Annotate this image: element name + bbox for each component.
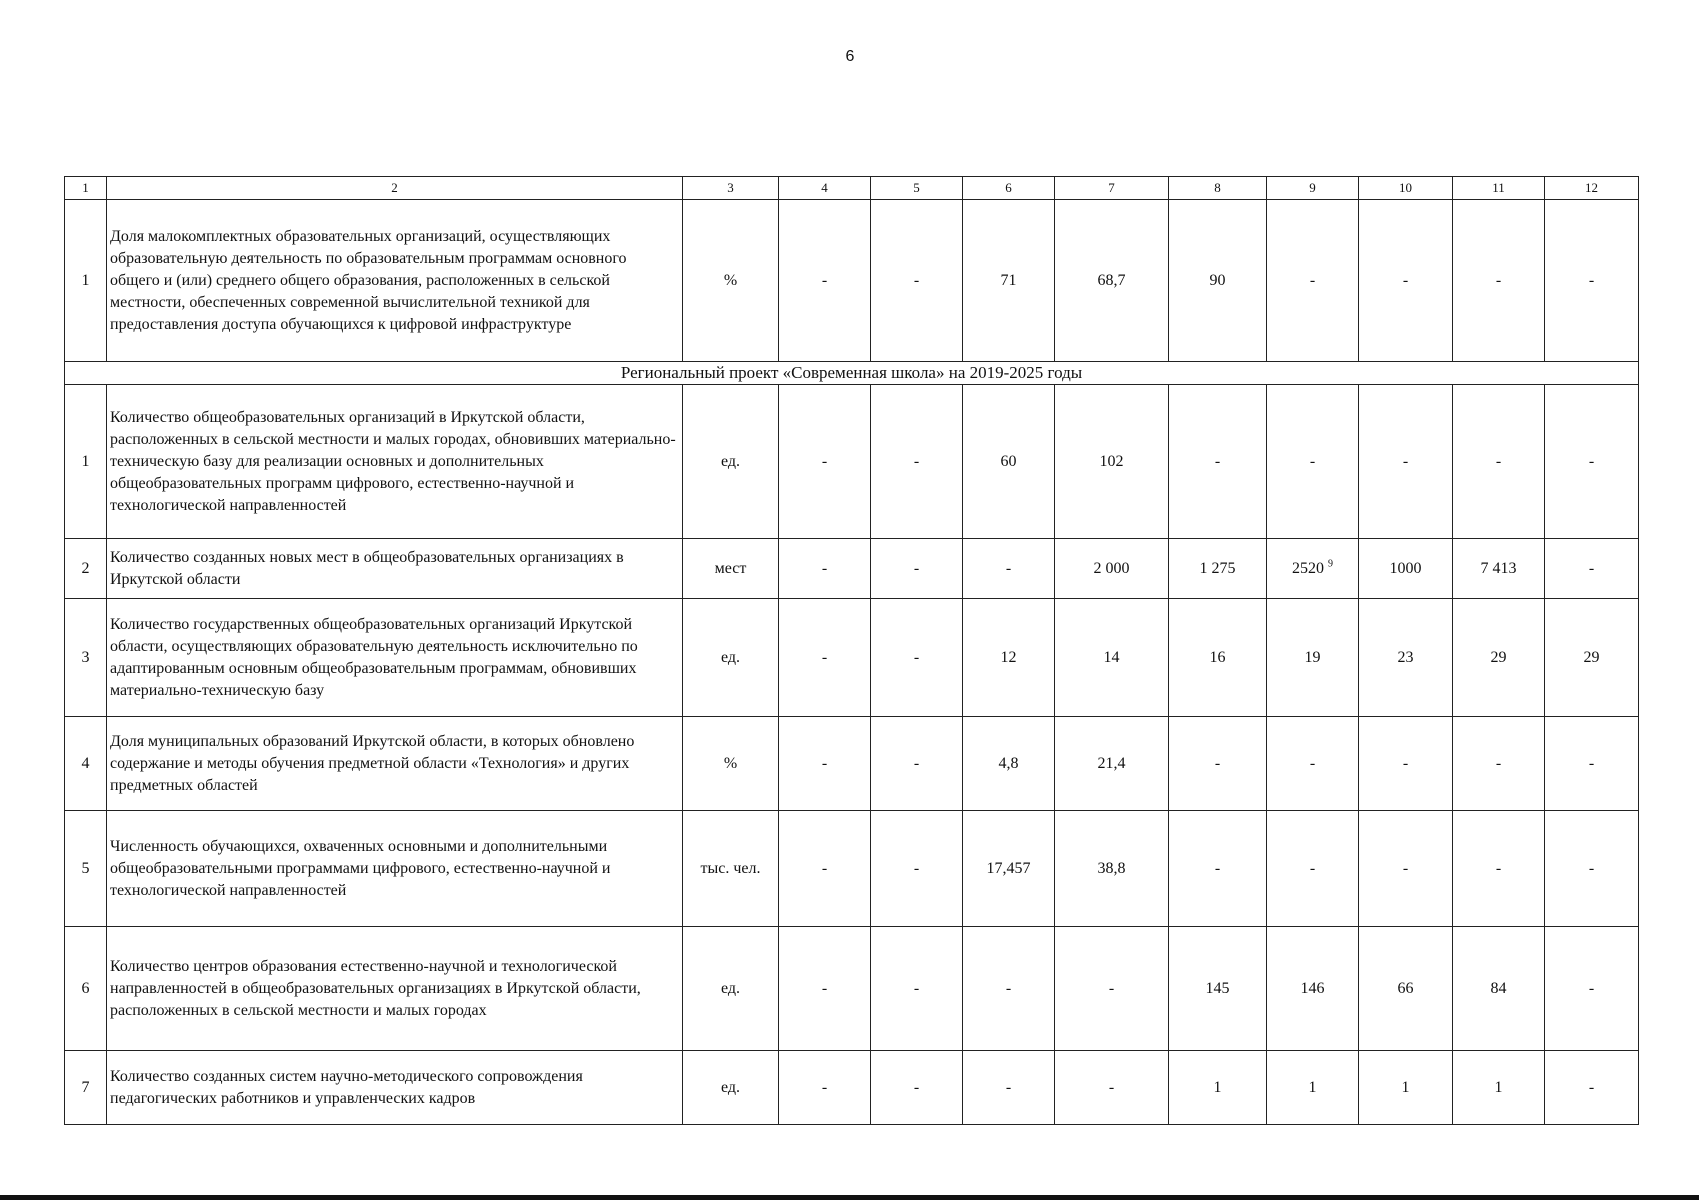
value-cell: [963, 811, 1055, 927]
value-cell: [779, 200, 871, 362]
value-cell: [1267, 385, 1359, 539]
column-number: 2: [107, 177, 683, 200]
value-cell: [871, 811, 963, 927]
column-number: 8: [1169, 177, 1267, 200]
value-text: -: [821, 559, 828, 577]
value-text: -: [913, 1078, 920, 1096]
table-row: [65, 717, 1639, 811]
value-text: 66: [1397, 979, 1414, 997]
value-cell: [1359, 717, 1453, 811]
value-text: 1: [1401, 1078, 1410, 1096]
column-number: 4: [779, 177, 871, 200]
page-number: 6: [845, 48, 855, 65]
unit-cell: ед.: [683, 599, 779, 717]
value-cell: [1453, 200, 1545, 362]
value-text: -: [1005, 559, 1012, 577]
value-text: 12: [1000, 648, 1017, 666]
value-text: -: [1588, 1078, 1595, 1096]
value-text: -: [1309, 452, 1316, 470]
unit-cell: %: [683, 200, 779, 362]
value-cell: [1453, 811, 1545, 927]
value-text: -: [913, 271, 920, 289]
table-row: [65, 811, 1639, 927]
value-text: -: [821, 452, 828, 470]
value-text: -: [821, 859, 828, 877]
value-text: -: [913, 452, 920, 470]
unit-cell: %: [683, 717, 779, 811]
value-cell: [1453, 385, 1545, 539]
indicator-name: Количество центров образования естественно-научной и технологической направленностей в общеобразовательных организациях в Иркутской области, расположенных в сельской местности и малых городах: [107, 927, 683, 1051]
unit-cell: мест: [683, 539, 779, 599]
value-cell: [1055, 1051, 1169, 1125]
value-cell: [1055, 811, 1169, 927]
value-cell: [963, 927, 1055, 1051]
value-text: 16: [1209, 648, 1226, 666]
value-cell: [1267, 927, 1359, 1051]
section-title: Региональный проект «Современная школа» на 2019-2025 годы: [65, 362, 1639, 385]
unit-cell: ед.: [683, 1051, 779, 1125]
value-text: 2 000: [1093, 559, 1130, 577]
value-text: 38,8: [1097, 859, 1126, 877]
value-text: 29: [1583, 648, 1600, 666]
value-cell: [1267, 599, 1359, 717]
value-cell: [1169, 1051, 1267, 1125]
value-cell: [1169, 717, 1267, 811]
value-cell: [1359, 385, 1453, 539]
value-text: -: [821, 648, 828, 666]
value-text: -: [821, 754, 828, 772]
value-text: -: [1402, 859, 1409, 877]
value-cell: [1359, 539, 1453, 599]
indicator-name: Доля малокомплектных образовательных организаций, осуществляющих образовательную деятельность по образовательным программам основного общего и (или) среднего общего образования, расположенных в сельской местности, обеспеченных современной вычислительной техникой для предоставления доступа обучающихся к цифровой инфраструктуре: [107, 200, 683, 362]
indicator-name: Количество созданных новых мест в общеобразовательных организациях в Иркутской области: [107, 539, 683, 599]
column-number: 5: [871, 177, 963, 200]
row-number: 5: [65, 811, 107, 927]
value-cell: [1453, 599, 1545, 717]
value-text: -: [1108, 1078, 1115, 1096]
value-cell: [963, 539, 1055, 599]
value-text: 4,8: [998, 754, 1019, 772]
value-cell: [1055, 539, 1169, 599]
column-number: 12: [1545, 177, 1639, 200]
value-cell: [779, 717, 871, 811]
value-text: 1: [1213, 1078, 1222, 1096]
value-text: -: [1588, 859, 1595, 877]
value-text: -: [1588, 271, 1595, 289]
value-cell: [963, 717, 1055, 811]
value-cell: [1169, 200, 1267, 362]
value-cell: [1453, 927, 1545, 1051]
value-cell: [1545, 1051, 1639, 1125]
value-text: -: [1495, 271, 1502, 289]
table-row: [65, 539, 1639, 599]
value-cell: [963, 1051, 1055, 1125]
value-cell: [1169, 385, 1267, 539]
value-text: 1: [1494, 1078, 1503, 1096]
value-cell: [1267, 811, 1359, 927]
value-text: 17,457: [986, 859, 1031, 877]
row-number: 2: [65, 539, 107, 599]
value-cell: [1267, 539, 1359, 599]
indicator-name: Количество общеобразовательных организаций в Иркутской области, расположенных в сельской местности и малых городах, обновивших материально-техническую базу для реализации основных и дополнительных общеобразовательных программ цифрового, естественно-научной и технологической направленностей: [107, 385, 683, 539]
value-cell: [1055, 385, 1169, 539]
value-text: -: [1309, 271, 1316, 289]
value-cell: [1545, 811, 1639, 927]
value-cell: [779, 599, 871, 717]
value-cell: [963, 599, 1055, 717]
value-cell: [779, 385, 871, 539]
value-cell: [1169, 599, 1267, 717]
value-cell: [1267, 717, 1359, 811]
column-number: 9: [1267, 177, 1359, 200]
indicators-table: [64, 176, 1639, 1125]
value-cell: [1359, 599, 1453, 717]
row-number: 3: [65, 599, 107, 717]
scan-edge-bar: [0, 1195, 1699, 1200]
value-text: 145: [1205, 979, 1230, 997]
value-text: 68,7: [1097, 271, 1126, 289]
value-text: -: [1309, 859, 1316, 877]
value-text: -: [821, 271, 828, 289]
value-cell: [1169, 927, 1267, 1051]
row-number: 6: [65, 927, 107, 1051]
value-text: -: [913, 559, 920, 577]
row-number: 7: [65, 1051, 107, 1125]
value-text: 14: [1103, 648, 1120, 666]
value-cell: [1169, 539, 1267, 599]
value-text: -: [1108, 979, 1115, 997]
value-text: -: [1495, 754, 1502, 772]
value-text: -: [1495, 859, 1502, 877]
value-text: -: [1214, 452, 1221, 470]
table-row: [65, 927, 1639, 1051]
row-number: 4: [65, 717, 107, 811]
value-text: -: [913, 979, 920, 997]
value-text: 146: [1300, 979, 1325, 997]
value-text: 84: [1490, 979, 1507, 997]
column-number: 11: [1453, 177, 1545, 200]
value-cell: [1359, 200, 1453, 362]
value-text: -: [821, 1078, 828, 1096]
value-cell: [779, 1051, 871, 1125]
value-text: 21,4: [1097, 754, 1126, 772]
value-text: -: [1309, 754, 1316, 772]
value-cell: [779, 927, 871, 1051]
value-cell: [1267, 1051, 1359, 1125]
value-text: 102: [1099, 452, 1124, 470]
indicator-name: Доля муниципальных образований Иркутской области, в которых обновлено содержание и методы обучения предметной области «Технология» и других предметных областей: [107, 717, 683, 811]
value-text: -: [913, 859, 920, 877]
value-cell: [1453, 539, 1545, 599]
value-text: 1 275: [1199, 559, 1236, 577]
indicator-name: Численность обучающихся, охваченных основными и дополнительными общеобразовательными программами цифрового, естественно-научной и технологической направленностей: [107, 811, 683, 927]
value-text: 7 413: [1480, 559, 1517, 577]
value-cell: [1359, 1051, 1453, 1125]
value-cell: [871, 1051, 963, 1125]
value-text: 19: [1304, 648, 1321, 666]
value-text: -: [913, 648, 920, 666]
table-row: [65, 599, 1639, 717]
value-cell: [1169, 811, 1267, 927]
value-cell: [1055, 717, 1169, 811]
value-cell: [1359, 927, 1453, 1051]
column-number: 1: [65, 177, 107, 200]
footnote-mark: 9: [1328, 558, 1333, 570]
value-text: 60: [1000, 452, 1017, 470]
value-text: -: [1588, 452, 1595, 470]
value-cell: [1055, 200, 1169, 362]
indicator-name: Количество созданных систем научно-методического сопровождения педагогических работников и управленческих кадров: [107, 1051, 683, 1125]
value-cell: [1545, 927, 1639, 1051]
section-row: [65, 362, 1639, 385]
value-text: -: [821, 979, 828, 997]
column-number-row: [65, 177, 1639, 200]
value-cell: [1545, 539, 1639, 599]
value-text: 23: [1397, 648, 1414, 666]
value-cell: [871, 927, 963, 1051]
value-text: -: [1402, 754, 1409, 772]
value-cell: [1545, 200, 1639, 362]
value-cell: [1453, 1051, 1545, 1125]
value-text: -: [1402, 271, 1409, 289]
value-text: 1: [1308, 1078, 1317, 1096]
value-cell: [963, 200, 1055, 362]
value-cell: [1267, 200, 1359, 362]
table-row: [65, 200, 1639, 362]
value-text: 90: [1209, 271, 1226, 289]
value-text: -: [913, 754, 920, 772]
value-cell: [1359, 811, 1453, 927]
column-number: 7: [1055, 177, 1169, 200]
value-cell: [779, 539, 871, 599]
value-text: -: [1005, 1078, 1012, 1096]
value-cell: [871, 200, 963, 362]
value-text: 1000: [1389, 559, 1422, 577]
value-cell: [871, 539, 963, 599]
indicator-name: Количество государственных общеобразовательных организаций Иркутской области, осуществляющих образовательную деятельность исключительно по адаптированным основным общеобразовательным программам, обновивших материально-техническую базу: [107, 599, 683, 717]
value-cell: [871, 717, 963, 811]
value-cell: [1453, 717, 1545, 811]
row-number: 1: [65, 200, 107, 362]
column-number: 10: [1359, 177, 1453, 200]
value-cell: [779, 811, 871, 927]
row-number: 1: [65, 385, 107, 539]
value-text: -: [1214, 859, 1221, 877]
value-cell: [1545, 717, 1639, 811]
value-text: -: [1005, 979, 1012, 997]
value-text: -: [1588, 754, 1595, 772]
value-text: 2520: [1292, 559, 1324, 577]
value-cell: [1545, 599, 1639, 717]
value-text: -: [1495, 452, 1502, 470]
value-text: -: [1214, 754, 1221, 772]
table-row: [65, 1051, 1639, 1125]
value-cell: [871, 385, 963, 539]
unit-cell: тыс. чел.: [683, 811, 779, 927]
value-text: 29: [1490, 648, 1507, 666]
value-text: -: [1588, 559, 1595, 577]
value-text: -: [1588, 979, 1595, 997]
column-number: 6: [963, 177, 1055, 200]
value-cell: [1055, 599, 1169, 717]
column-number: 3: [683, 177, 779, 200]
value-cell: [963, 385, 1055, 539]
unit-cell: ед.: [683, 927, 779, 1051]
value-text: -: [1402, 452, 1409, 470]
table-row: [65, 385, 1639, 539]
value-cell: [1545, 385, 1639, 539]
value-cell: [871, 599, 963, 717]
unit-cell: ед.: [683, 385, 779, 539]
value-text: 71: [1000, 271, 1017, 289]
value-cell: [1055, 927, 1169, 1051]
